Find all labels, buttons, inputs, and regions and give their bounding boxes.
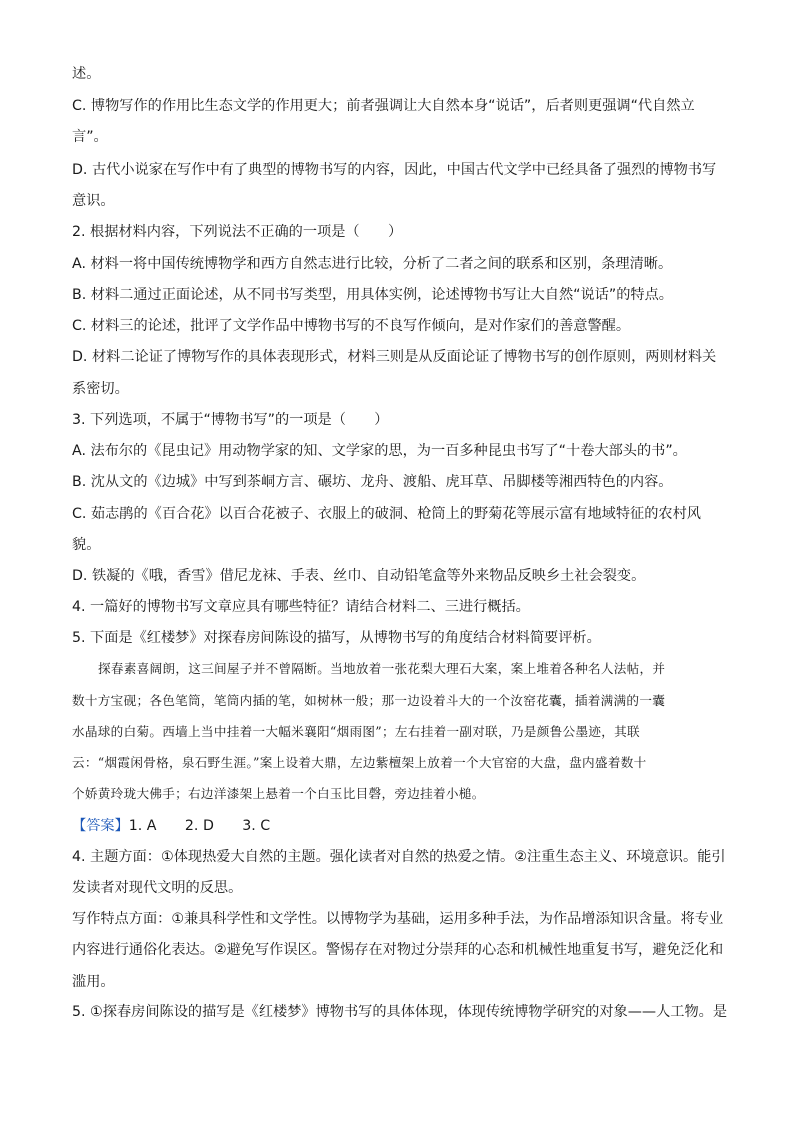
q5-excerpt-line: 探春素喜阔朗，这三间屋子并不曾隔断。当地放着一张花梨大理石大案，案上堆着各种名人法帖，并 [98, 661, 666, 676]
q5-excerpt-line: 水晶球的白菊。西墙上当中挂着一大幅米襄阳“烟雨图”；左右挂着一副对联，乃是颜鲁公墨迹，其联 [72, 724, 640, 739]
q2-option-c: C. 材料三的论述，批评了文学作品中博物书写的不良写作倾向，是对作家们的善意警醒。 [72, 318, 631, 334]
answer-mc: 1. A 2. D 3. C [128, 818, 271, 834]
q3-option-a: A. 法布尔的《昆虫记》用动物学家的知、文学家的思，为一百多种昆虫书写了“十卷大部头的书”。 [72, 443, 687, 459]
answer-choices [72, 816, 728, 836]
answer-5-line1: 5. ①探春房间陈设的描写是《红楼梦》博物书写的具体体现，体现传统博物学研究的对象——人工物。是 [72, 1004, 728, 1020]
answer-4-line2: 发读者对现代文明的反思。 [72, 880, 243, 896]
q2-option-a: A. 材料一将中国传统博物学和西方自然志进行比较，分析了二者之间的联系和区别，条理清晰。 [72, 256, 673, 272]
q2-option-d-line1: D. 材料二论证了博物写作的具体表现形式，材料三则是从反面论证了博物书写的创作原则，两则材料关 [72, 349, 717, 365]
answer-4-line3: 写作特点方面：①兼具科学性和文学性。以博物学为基础，运用多种手法，为作品增添知识含量。将专业 [72, 911, 724, 927]
q1-option-d-line1: D. 古代小说家在写作中有了典型的博物书写的内容，因此，中国古代文学中已经具备了强烈的博物书写 [72, 162, 717, 178]
q2-option-b: B. 材料二通过正面论述，从不同书写类型，用具体实例，论述博物书写让大自然“说话”的特点。 [72, 287, 673, 303]
q5-excerpt-line: 个娇黄玲珑大佛手；右边洋漆架上悬着一个白玉比目磬，旁边挂着小槌。 [72, 786, 485, 801]
q3-option-c-line1: C. 茹志鹃的《百合花》以百合花被子、衣服上的破洞、枪筒上的野菊花等展示富有地域特征的农村风 [72, 506, 701, 522]
q5-excerpt-line: 数十方宝砚；各色笔筒，笔筒内插的笔，如树林一般；那一边设着斗大的一个汝窑花囊，插着满满的一囊 [72, 693, 666, 708]
q5-excerpt-line: 云：“烟霞闲骨格，泉石野生涯。”案上设着大鼎，左边紫檀架上放着一个大官窑的大盘，盘内盛着数十 [72, 755, 647, 770]
q1-option-c-line2: 言”。 [72, 129, 108, 145]
q1-option-c-line1: C. 博物写作的作用比生态文学的作用更大；前者强调让大自然本身“说话”，后者则更强调“代自然立 [72, 98, 695, 114]
q3-option-d: D. 铁凝的《哦，香雪》借尼龙袜、手表、丝巾、自动铅笔盒等外来物品反映乡土社会裂变。 [72, 568, 646, 584]
q5-stem: 5. 下面是《红楼梦》对探春房间陈设的描写，从博物书写的角度结合材料简要评析。 [72, 630, 601, 646]
q2-stem: 2. 根据材料内容，下列说法不正确的一项是（ ） [72, 224, 403, 240]
q1-option-b-tail: 述。 [72, 66, 101, 82]
answer-label: 【答案】 [72, 818, 129, 834]
q4-stem: 4. 一篇好的博物书写文章应具有哪些特征？请结合材料二、三进行概括。 [72, 599, 530, 615]
q3-stem: 3. 下列选项，不属于“博物书写”的一项是（ ） [72, 412, 389, 428]
answer-4-line4: 内容进行通俗化表达。②避免写作误区。警惕存在对物过分崇拜的心态和机械性地重复书写，避免泛化和 [72, 942, 724, 958]
q2-option-d-line2: 系密切。 [72, 381, 129, 397]
q3-option-c-line2: 貌。 [72, 537, 101, 553]
q1-option-d-line2: 意识。 [72, 193, 115, 209]
answer-4-line1: 4. 主题方面：①体现热爱大自然的主题。强化读者对自然的热爱之情。②注重生态主义、环境意识。能引 [72, 849, 726, 865]
q3-option-b: B. 沈从文的《边城》中写到茶峒方言、碾坊、龙舟、渡船、虎耳草、吊脚楼等湘西特色的内容。 [72, 474, 673, 490]
answer-4-line5: 滥用。 [72, 974, 115, 990]
